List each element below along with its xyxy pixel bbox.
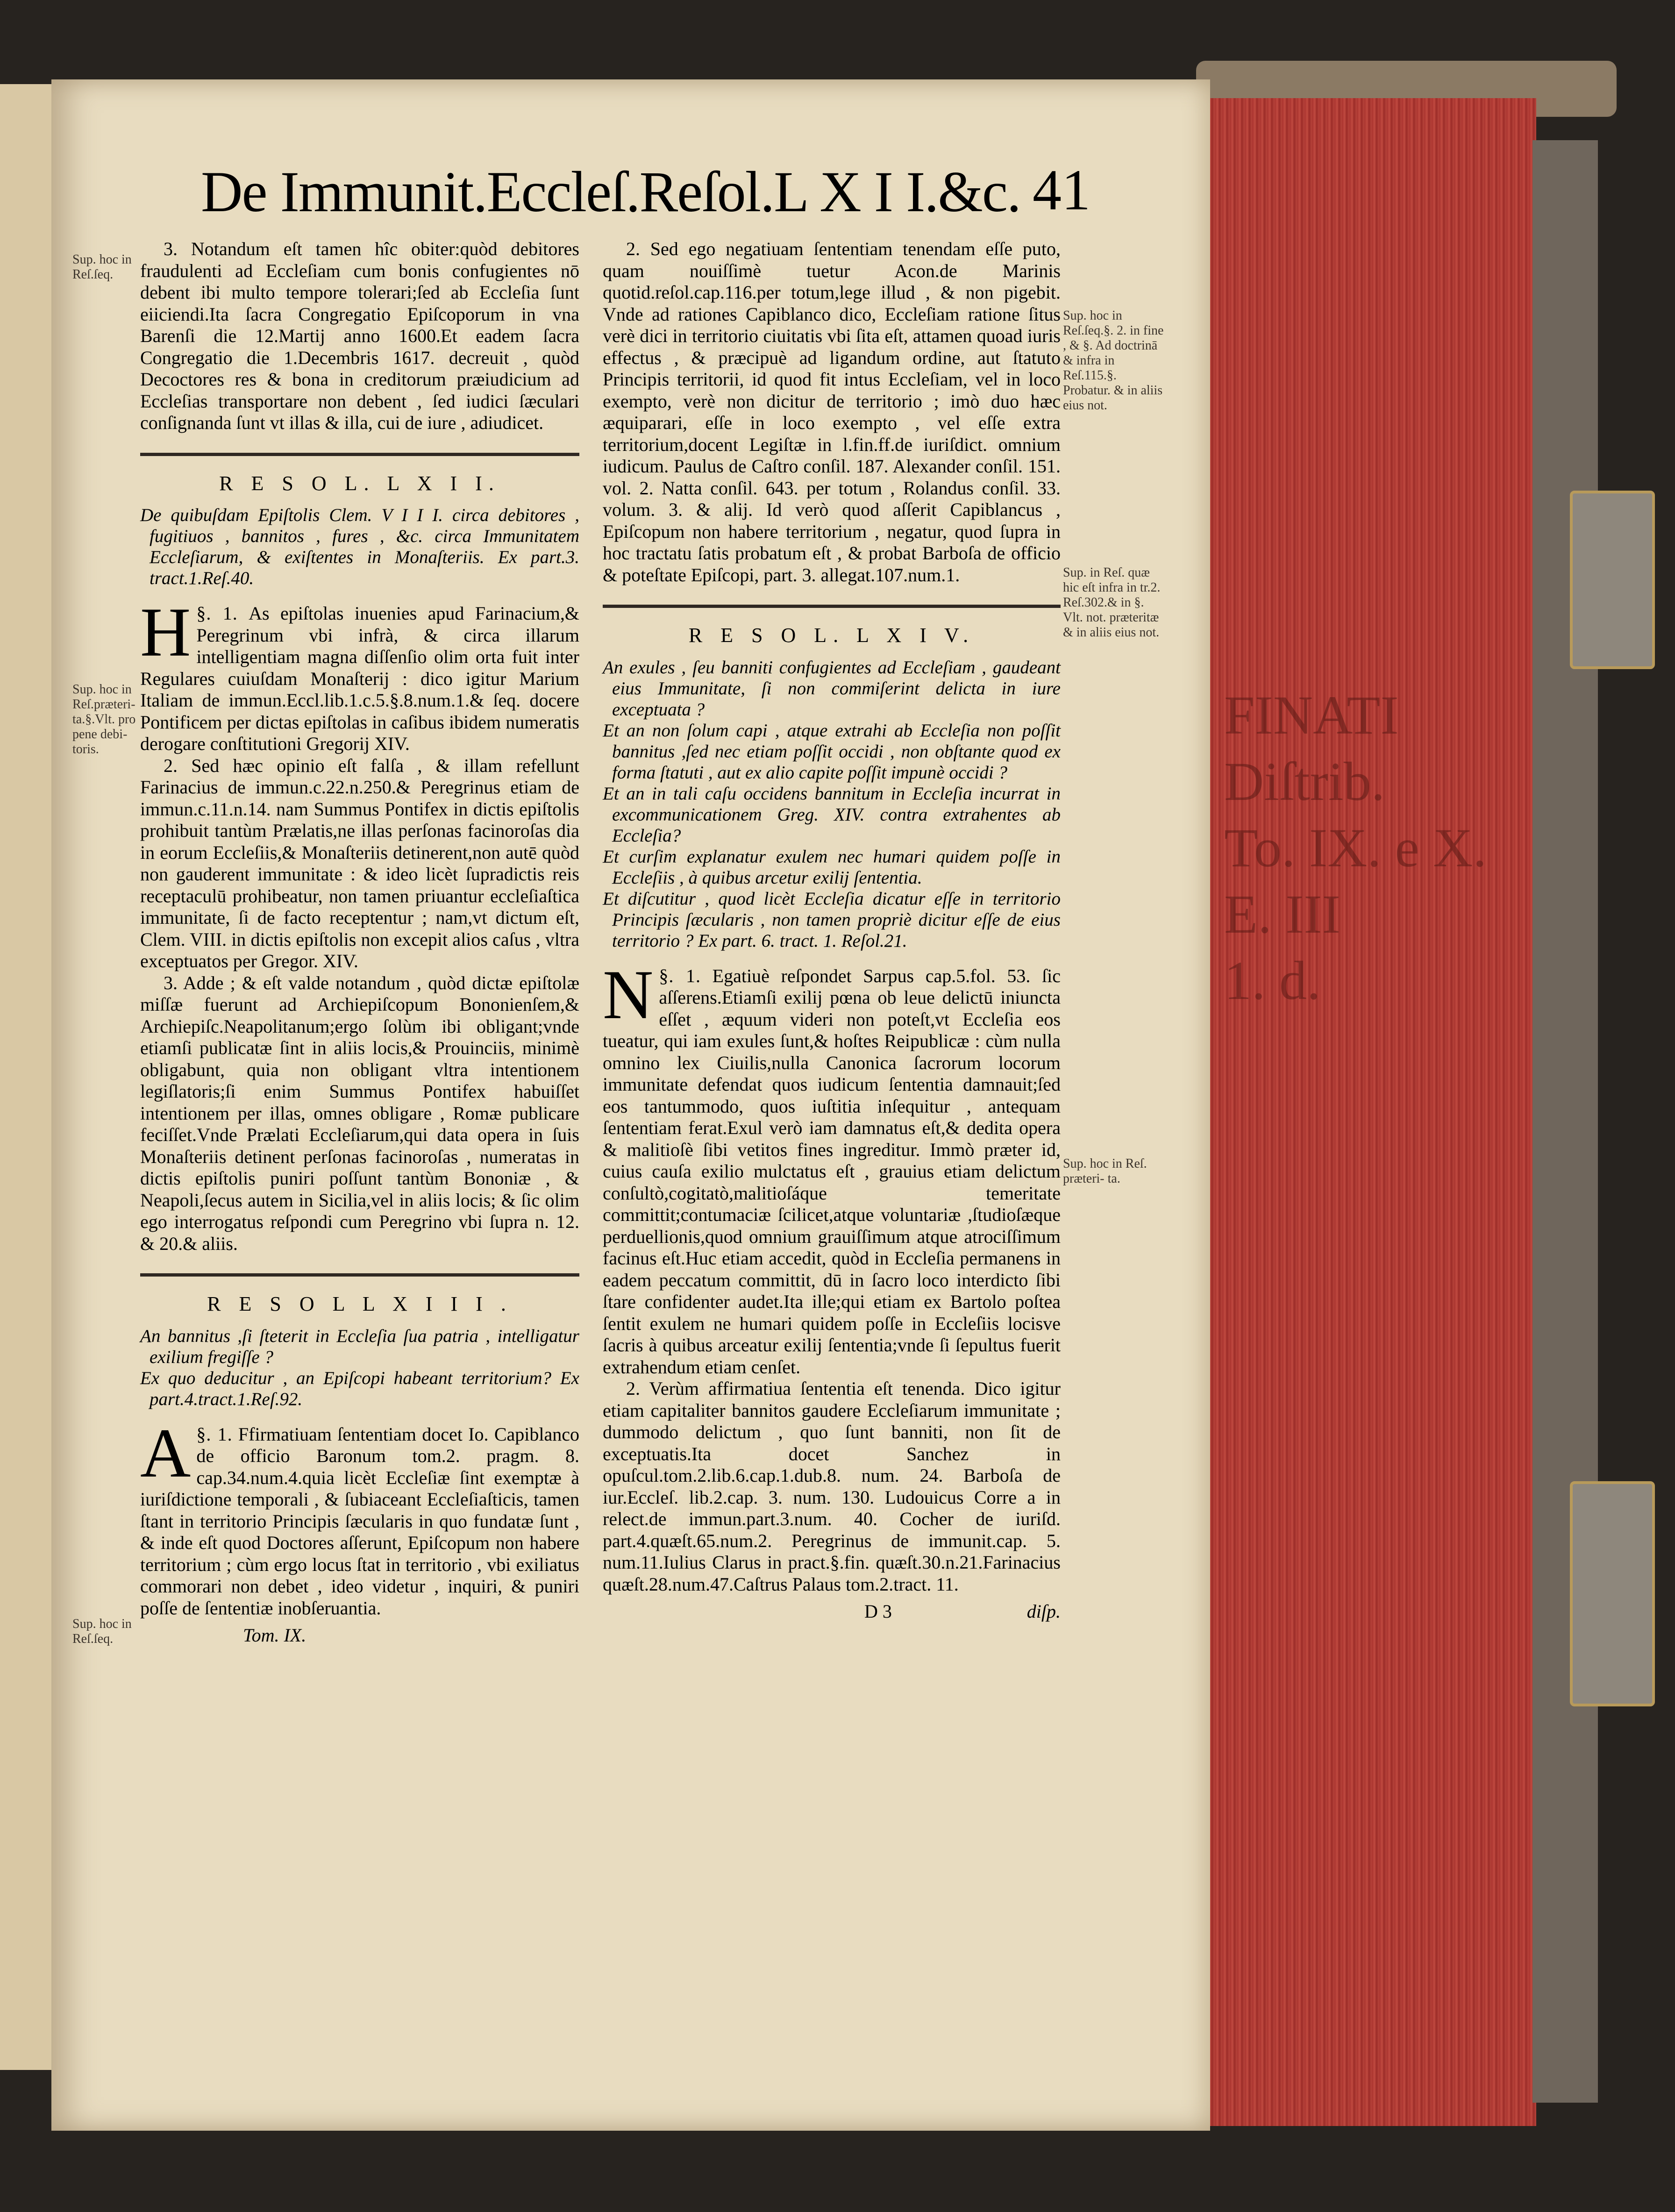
running-title: De Immunit.Eccleſ.Reſol.L X I I.&c. (201, 160, 1020, 224)
paragraph: 2. Sed ego negatiuam ſententiam tenendam eſſe puto, quam nouiſſimè tuetur Acon.de Marinis quotid.reſol.cap.116.per totum,lege illud , & non pigebit. Vnde ad rationes Capiblanco dico, Eccleſiam ratione ſitus verè dici in territorio ciuitatis vbi ſita eſt, attamen quoad iuris effectus , & præcipuè ad ligandum ordine, aut ſtatuto Principis territorii, id quod fit intus Eccleſiam, vel in loco exempto, verè non dicitur de territorio ; imò duo hæc æquiparari, eſſe in loco exempto , vel eſſe extra territorium,docent Legiſtæ in l.fin.ff.de iuriſdict. omnium iudicum. Paulus de Caſtro conſil. 187. Alexander conſil. 151. vol. 2. Natta conſil. 643. per totum , Rolandus conſil. 33. volum. 3. & alij. Id verò quod aſſerit Capiblancus , Epiſcopum non habere territorium , negatur, quod ſupra in hoc tractatu ſatis probatum eſt , & probat Barboſa de officio & poteſtate Epiſcopi, part. 3. allegat.107.num.1. (603, 238, 1061, 585)
right-column (603, 238, 1061, 1623)
section-text: Egatiuè reſpondet Sarpus cap.5.fol. 53. ſic aſſerens.Etiamſi exilij pœna ob leue delictū iniuncta eſſet , æquum videri non poteſt,vt Eccleſia eos tueatur, qui iam exules ſunt,& hoſtes Reipublicæ : cùm nulla omnino lex Ciuilis,nulla Canonica ſacrorum locorum immunitate defendat quos iudicum ſententia damnauit;ſed eos tantummodo, quos iuſtitia inſequitur , antequam ſententiam ferat.Exul verò iam damnatus eſt,& dedita opera & malitioſè ſibi vetitos fines ingreditur. Immò præter id, cuius cauſa exilio mulctatus eſt , grauius etiam delictum conſultò,cogitatò,malitioſáque temeritate committit;contumaciæ ſcilicet,atque voluntariæ ,ſtudioſæque perduellionis,quod omnium grauiſſimum atque atrociſſimum facinus eſt.Huc etiam accedit, quòd in Eccleſia permanens in eadem peccatum committit, dū in ſacro loco interdicto ſibi ſtare confidenter audet.Ita ille;qui etiam ex Bartolo poſtea ſentit exulem ne humari quidem poſſe in Eccleſiis locisve ſacris à quibus arceatur exilij ſententia;vnde ſi ſepultus fuerit extrahendum etiam cenſet. (603, 965, 1061, 1377)
catchword: diſp. (1026, 1601, 1061, 1622)
section-rule (603, 605, 1061, 608)
page-footer (603, 1601, 1061, 1623)
book-back-board (1532, 140, 1598, 2103)
resolution-summary: Et curſim explanatur exulem nec humari quidem poſſe in Eccleſiis , à quibus arcetur exilij ſententia. (603, 846, 1061, 888)
upper-clasp (1570, 491, 1655, 669)
volume-signature: Tom. IX. (243, 1625, 306, 1646)
left-page-edge (0, 84, 53, 2070)
edge-line: E. III (1224, 884, 1340, 945)
paragraph: 2. Sed hæc opinio eſt falſa , & illam refellunt Farinacius de immun.c.22.n.250.& Peregrinus etiam de immun.c.11.n.14. nam Summus Pontifex in dictis epiſtolis prohibuit tantùm Prælatis,ne illas perſonas facinoroſas dia in eorum Eccleſiis,& Monaſteriis detinerent,non autē quòd non gauderent immunitate : & ideo licèt ſupradictis reis receptaculū prohibeatur, non tamen priuantur eccleſiaſtica immunitate, ſi de facto receptentur ; nam,vt dictum eſt, Clem. VIII. in dictis epiſtolis non excepit alios caſus , vltra exceptuatos per Gregor. XIV. (140, 755, 579, 971)
left-column (140, 238, 579, 1647)
section-text: Ffirmatiuam ſententiam docet Io. Capiblanco de officio Baronum tom.2. pragm. 8. cap.34.num.4.quia licèt Eccleſiæ ſint exemptæ à iuriſdictione temporali , & ſubiaceant Eccleſiaſticis, tamen ſtant in territorio Principis ſæcularis in quo fundatæ ſunt , & inde eſt quod Doctores aſſerunt, Epiſcopum non habere territorium ; cùm ergo locus ſtat in territorio , vbi exiliatus commorari non debet , ideo videtur , inquiri, & puniri poſſe de ſententiæ inobſeruantia. (140, 1423, 579, 1619)
resolution-summary: Et diſcutitur , quod licèt Eccleſia dicatur eſſe in territorio Principis ſæcularis , non tamen propriè dicitur eſſe de eius territorio ? Ex part. 6. tract. 1. Reſol.21. (603, 888, 1061, 951)
section-label: §. 1. (659, 965, 701, 986)
margin-note: Sup. hoc in Reſ.ſeq. (72, 252, 132, 282)
drop-initial: H (140, 593, 191, 671)
resolution-heading: R E S O L L X I I I . (207, 1292, 513, 1315)
red-page-edges (1196, 98, 1536, 2126)
edge-line: Diſtrib. (1224, 751, 1385, 812)
resolution-heading: R E S O L. L X I V. (688, 624, 975, 647)
resolution-summary: Et an in tali caſu occidens bannitum in Eccleſia incurrat in excommunicationem Greg. XIV. contra extrahentes ab Eccleſia? (603, 783, 1061, 846)
drop-initial: A (140, 1414, 191, 1492)
page-footer (140, 1625, 579, 1647)
paragraph: 3. Adde ; & eſt valde notandum , quòd dictæ epiſtolæ miſſæ fuerunt ad Archiepiſcopum Bononienſem,& Archiepiſc.Neapolitanum;ergo ſolùm ibi obligant;vnde etiamſi publicatæ ſint in aliis locis,& Prouinciis, minimè obligabunt, quia non obligant vltra intentionem legiſlatoris;ſi enim Summus Pontifex habuiſſet intentionem per illas, omnes obligare , Romæ publicare feciſſet.Vnde Prælati Eccleſiarum,qui data opera in ſuis Monaſteriis detinent perſonas facinoroſas , numeratas in dictis epiſtolis puniri poſſunt tantùm Bononiæ , & Neapoli,ſecus autem in Sicilia,vel in aliis locis; & ſic olim ego interrogatus reſpondi cum Peregrino vbi ſupra n. 12. & 20.& aliis. (140, 972, 579, 1254)
section-text: As epiſtolas inuenies apud Farinacium,& Peregrinum vbi infrà, & circa illarum intelligentiam magna diſſenſio olim orta fuit inter Regulares cuiuſdam Monaſterij : dico igitur Marium Italiam de immun.Eccl.lib.1.c.5.§.8.num.1.& ſeq. docere Pontificem per dictas epiſtolas in caſibus ibidem numeratis derogare conſtitutioni Gregorij XIV. (140, 603, 579, 754)
resolution-summary: Et an non ſolum capi , atque extrahi ab Eccleſia non poſſit bannitus ,ſed nec etiam poſſit occidi , non obſtante quod ex forma ſtatuti , aut ex alio capite poſſit impunè occidi ? (603, 720, 1061, 783)
lower-clasp (1570, 1481, 1655, 1706)
gathering-signature: D 3 (864, 1601, 892, 1622)
edge-line: 1. d. (1224, 950, 1321, 1011)
margin-note: Sup. hoc in Reſ.ſeq.§. 2. in fine , & §. Ad doctrinā & infra in Reſ.115.§. Probatur. & in aliis eius not. (1063, 308, 1164, 413)
margin-note: Sup. hoc in Reſ. præteri- ta. (1063, 1156, 1147, 1186)
page-number: 41 (1033, 158, 1091, 222)
margin-note: Sup. hoc in Reſ.præteri- ta.§.Vlt. pro pene debi- toris. (72, 682, 136, 756)
resolution-heading: R E S O L. L X I I. (219, 471, 500, 495)
paragraph: 3. Notandum eſt tamen hîc obiter:quòd debitores fraudulenti ad Eccleſiam cum bonis confugientes nō debent ibi multo tempore tolerari;ſed ab Eccleſia ſunt eiiciendi.Ita ſacra Congregatio Epiſcoporum in vna Barenſi die 12.Martij anno 1600.Et eadem ſacra Congregatio die 1.Decembris 1617. decreuit , quòd Decoctores res & bona in creditorum præiudicium ad Eccleſias transportare non debent , ſed iudici ſæculari conſignanda ſunt vt illas & illa, cui de iure , adiudicet. (140, 238, 579, 433)
section-paragraph (140, 1414, 579, 1620)
resolution-summary: An exules , ſeu banniti confugientes ad Eccleſiam , gaudeant eius Immunitate, ſi non commiſerint delicta in iure exceptuata ? (603, 657, 1061, 720)
edge-inscription (1224, 682, 1495, 1014)
section-label: §. 1. (196, 603, 238, 624)
section-paragraph (603, 956, 1061, 1378)
section-rule (140, 1273, 579, 1277)
resolution-summary: De quibuſdam Epiſtolis Clem. V I I I. circa debitores , fugitiuos , bannitos , fures , &c. circa Immunitatem Eccleſiarum, & exiſtentes in Monaſteriis. Ex part.3. tract.1.Reſ.40. (140, 505, 579, 588)
section-rule (140, 453, 579, 456)
section-paragraph (140, 593, 579, 755)
margin-note: Sup. hoc in Reſ.ſeq. (72, 1617, 132, 1646)
drop-initial: N (603, 956, 654, 1034)
resolution-summary: Ex quo deducitur , an Epiſcopi habeant territorium? Ex part.4.tract.1.Reſ.92. (140, 1368, 579, 1409)
edge-line: To. IX. e X. (1224, 817, 1487, 878)
margin-note: Sup. in Reſ. quæ hic eſt infra in tr.2. Reſ.302.& in §. Vlt. not. præteritæ & in aliis eius not. (1063, 565, 1161, 640)
edge-line: FINATI (1224, 685, 1399, 746)
section-label: §. 1. (196, 1423, 233, 1445)
resolution-summary: An bannitus ,ſi ſteterit in Eccleſia ſua patria , intelligatur exilium fregiſſe ? (140, 1326, 579, 1367)
running-head (150, 159, 1196, 229)
paragraph: 2. Verùm affirmatiua ſententia eſt tenenda. Dico igitur etiam capitaliter bannitos gaudere Eccleſiarum immunitate ; dummodo delictum , quo ſunt banniti, non ſit de exceptuatis.Ita docet Sanchez in opuſcul.tom.2.lib.6.cap.1.dub.8. num. 24. Barboſa de iur.Eccleſ. lib.2.cap. 3. num. 130. Ludouicus Corre a in relect.de immun.part.3.num. 40. Cocher de iuriſd. part.4.quæſt.65.num.2. Peregrinus de immunit.cap. 5. num.11.Iulius Clarus in pract.§.fin. quæſt.30.n.21.Farinacius quæſt.28.num.47.Caſtrus Palaus tom.2.tract. 11. (603, 1378, 1061, 1595)
